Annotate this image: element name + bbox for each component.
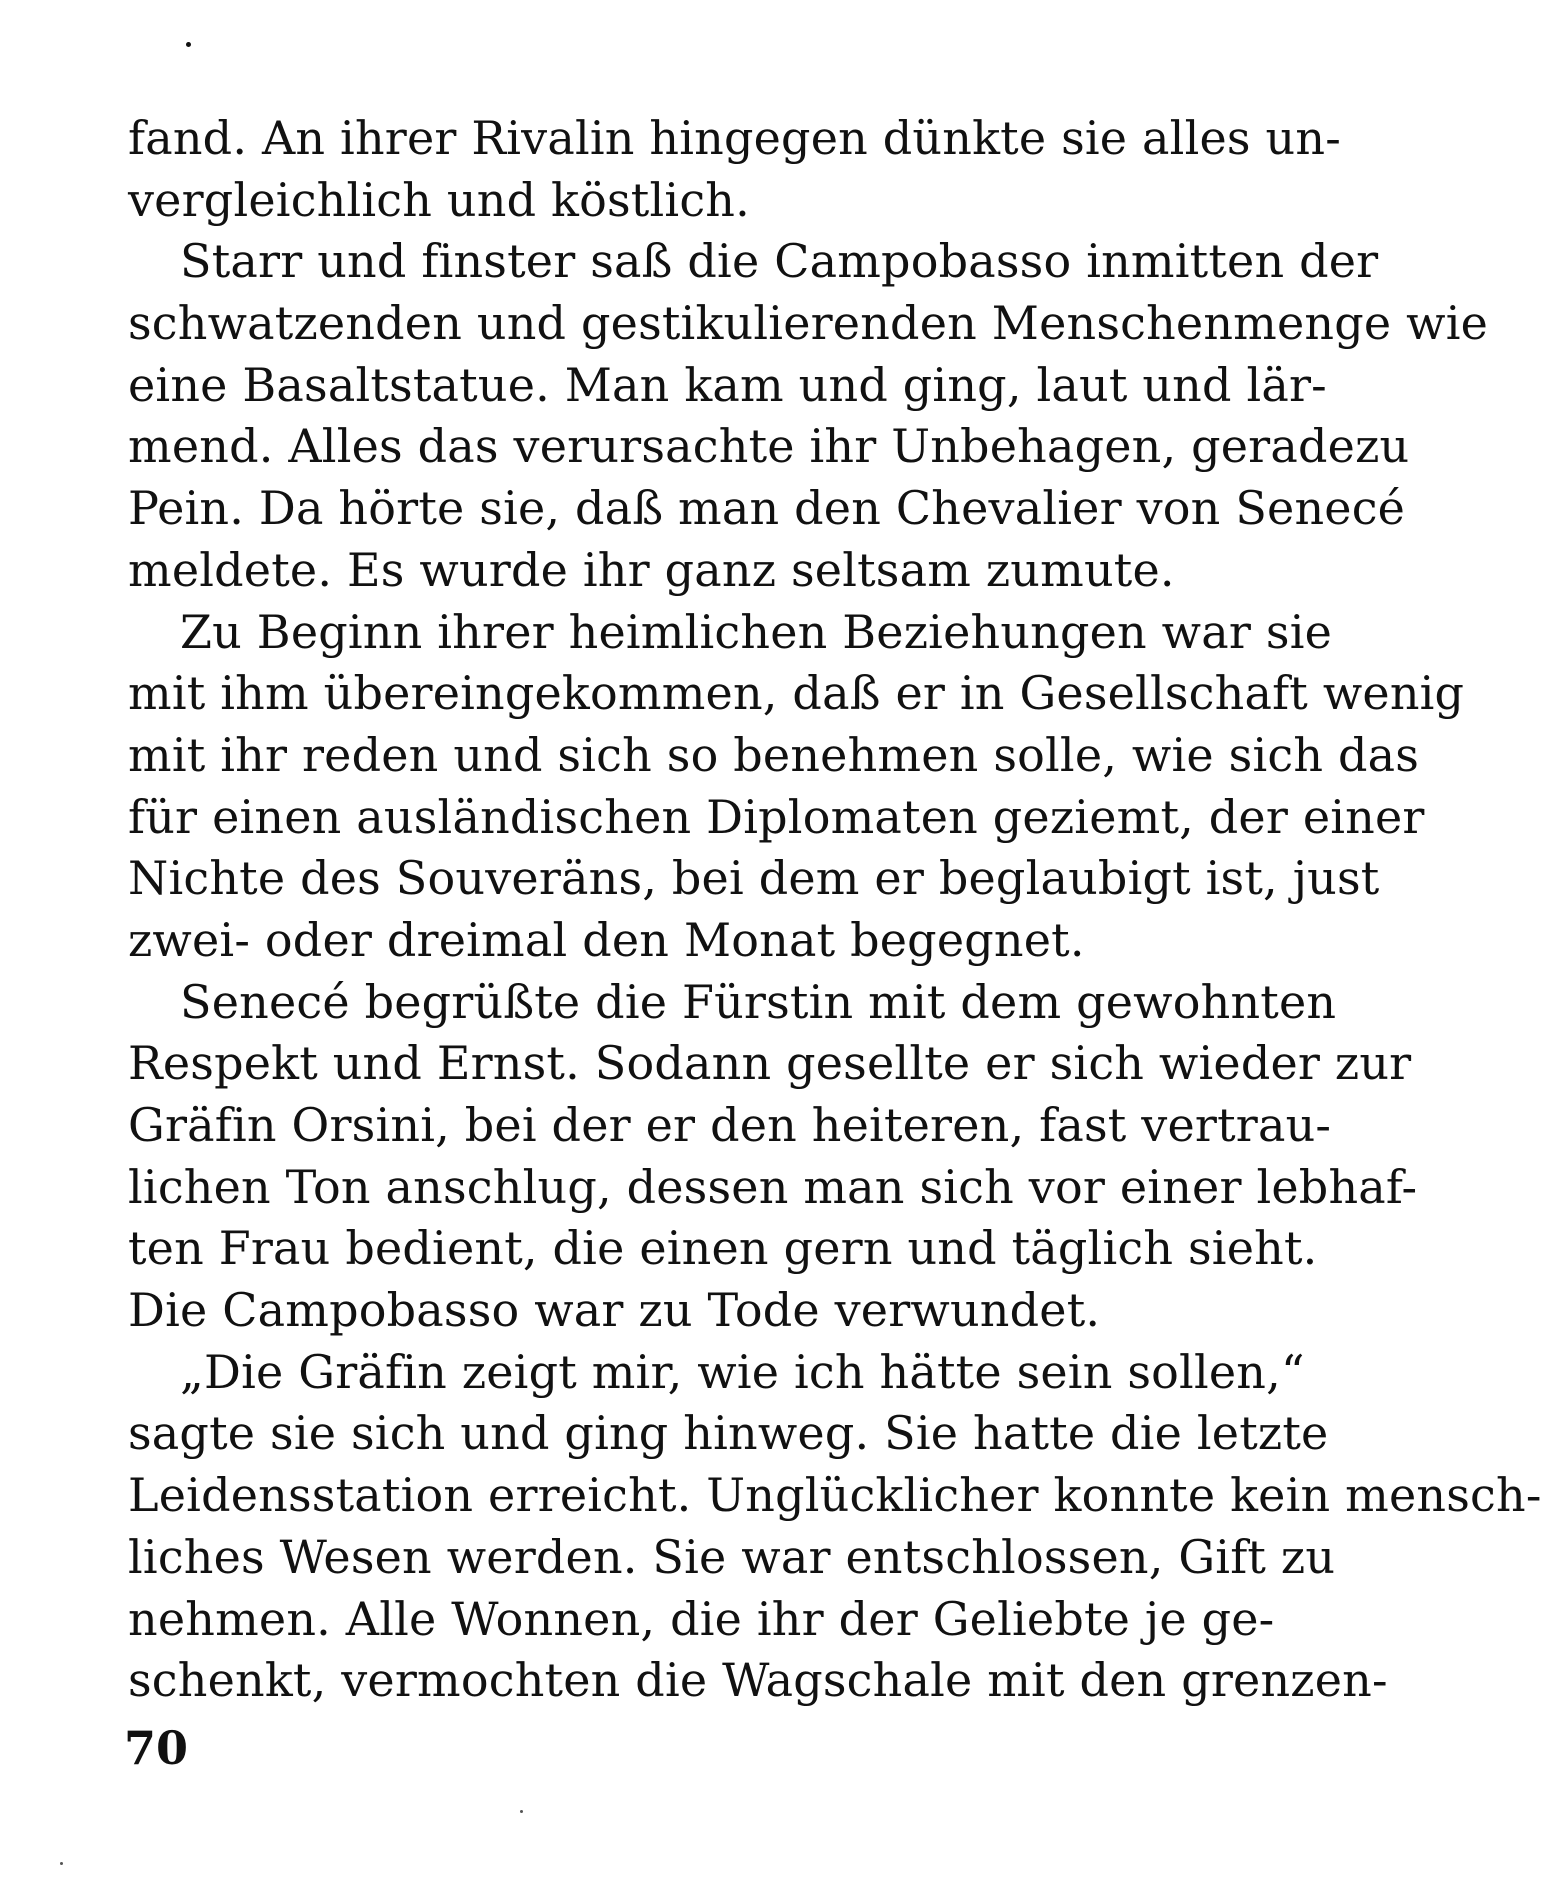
text-line: mend. Alles das verursachte ihr Unbehagen, geradezu xyxy=(128,419,1410,474)
printing-speck-corner xyxy=(60,1862,63,1865)
text-line: schenkt, vermochten die Wagschale mit den grenzen- xyxy=(128,1653,1388,1708)
text-line: mit ihr reden und sich so benehmen solle, wie sich das xyxy=(128,727,1420,782)
text-line: für einen ausländischen Diplomaten geziemt, der einer xyxy=(128,789,1425,844)
text-line: Pein. Da hörte sie, daß man den Chevalier von Senecé xyxy=(128,481,1406,536)
text-line: schwatzenden und gestikulierenden Menschenmenge wie xyxy=(128,296,1489,351)
paragraph-first-line: „Die Gräfin zeigt mir, wie ich hätte sein sollen,“ xyxy=(180,1344,1305,1399)
text-line: mit ihm übereingekommen, daß er in Gesellschaft wenig xyxy=(128,666,1465,721)
text-line: fand. An ihrer Rivalin hingegen dünkte sie alles un- xyxy=(128,111,1341,165)
text-line: nehmen. Alle Wonnen, die ihr der Geliebte je ge- xyxy=(128,1591,1275,1646)
text-line: Gräfin Orsini, bei der er den heiteren, fast vertrau- xyxy=(128,1098,1332,1152)
paragraph-first-line: Starr und finster saß die Campobasso inmitten der xyxy=(180,234,1379,289)
text-line: meldete. Es wurde ihr ganz seltsam zumute. xyxy=(128,542,1175,597)
text-line: Leidensstation erreicht. Unglücklicher konnte kein mensch- xyxy=(128,1468,1542,1523)
text-line: liches Wesen werden. Sie war entschlossen, Gift zu xyxy=(128,1529,1336,1584)
printing-speck-bottom xyxy=(520,1810,523,1813)
page-number: 70 xyxy=(124,1721,189,1775)
text-line: Respekt und Ernst. Sodann gesellte er sich wieder zur xyxy=(128,1036,1412,1091)
text-line: Nichte des Souveräns, bei dem er beglaubigt ist, just xyxy=(128,851,1380,906)
text-line: Die Campobasso war zu Tode verwundet. xyxy=(128,1283,1101,1338)
text-line: vergleichlich und köstlich. xyxy=(128,172,750,227)
paragraph-first-line: Zu Beginn ihrer heimlichen Beziehungen war sie xyxy=(180,604,1333,659)
text-line: sagte sie sich und ging hinweg. Sie hatte die letzte xyxy=(128,1406,1329,1461)
text-line: zwei- oder dreimal den Monat begegnet. xyxy=(128,912,1085,967)
printing-speck-top xyxy=(186,42,191,47)
text-line: ten Frau bedient, die einen gern und täglich sieht. xyxy=(128,1221,1318,1276)
text-line: lichen Ton anschlug, dessen man sich vor einer lebhaf- xyxy=(128,1159,1418,1214)
body-text xyxy=(128,108,1542,1712)
paragraph-first-line: Senecé begrüßte die Fürstin mit dem gewohnten xyxy=(180,974,1337,1029)
text-line: eine Basaltstatue. Man kam und ging, laut und lär- xyxy=(128,357,1327,412)
